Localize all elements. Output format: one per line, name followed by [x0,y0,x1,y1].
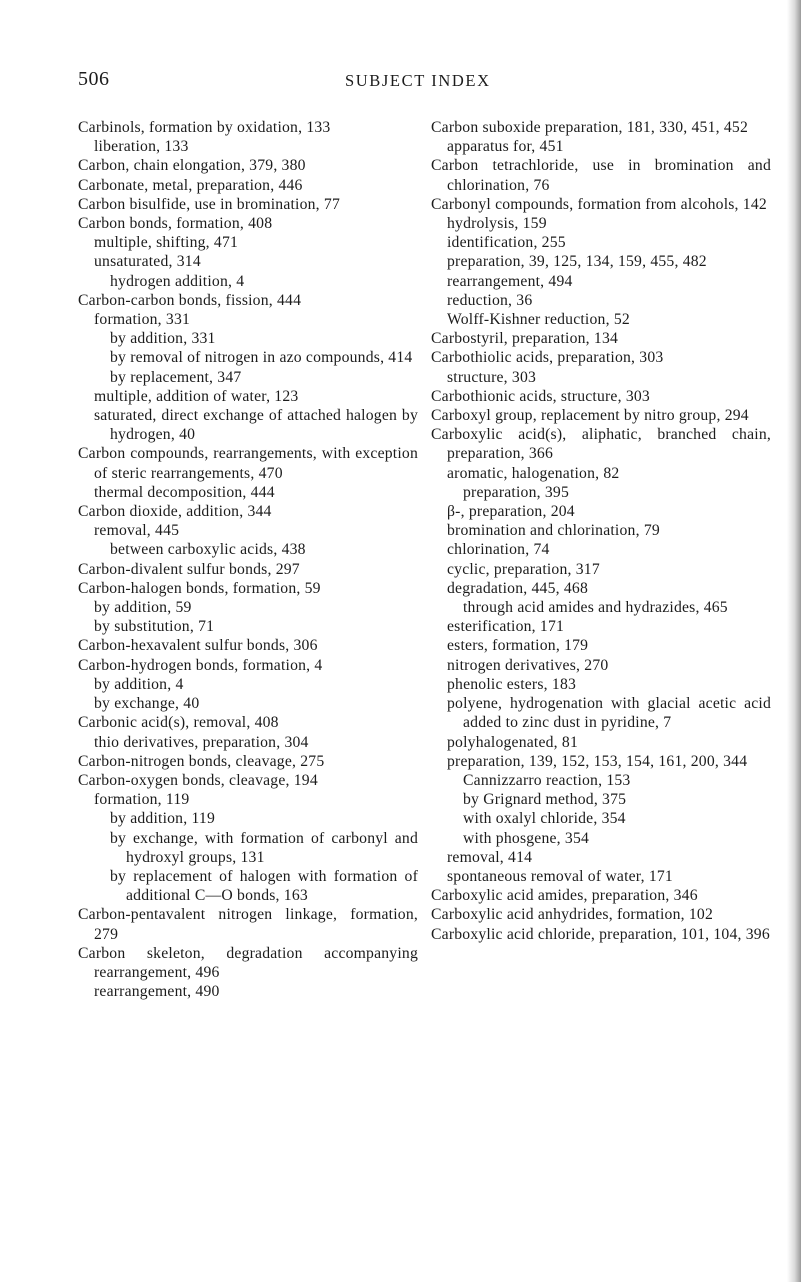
index-entry: Carbon bonds, formation, 408 [78,215,273,233]
index-subentry: apparatus for, 451 [447,138,564,156]
index-entry: Carbonyl compounds, formation from alcohols, 142 [431,195,767,213]
index-entry: Carbon-hydrogen bonds, formation, 4 [78,656,323,674]
index-subentry: multiple, shifting, 471 [94,234,239,252]
index-entry: Carbon-hexavalent sulfur bonds, 306 [78,637,318,655]
index-entry: Carbon skeleton, degradation accompanying rearrangement, 496 [78,944,418,981]
index-subentry: esterification, 171 [447,618,565,636]
index-subentry: aromatic, halogenation, 82 [447,464,620,482]
page-header [78,68,768,92]
index-entry: Carbon-oxygen bonds, cleavage, 194 [78,771,318,789]
index-subentry: by addition, 331 [110,330,216,348]
index-subentry: by exchange, with formation of carbonyl and hydroxyl groups, 131 [110,829,418,866]
index-subentry: liberation, 133 [94,138,189,156]
index-subentry: preparation, 39, 125, 134, 159, 455, 482 [447,253,707,271]
index-subentry: bromination and chlorination, 79 [447,522,660,540]
index-subentry: by addition, 119 [110,810,216,828]
index-entry: Carbostyril, preparation, 134 [431,330,619,348]
index-subentry: preparation, 395 [463,483,570,501]
index-column-right [431,118,771,944]
index-entry: Carboxylic acid amides, preparation, 346 [431,887,698,905]
index-subentry: unsaturated, 314 [94,253,201,271]
index-entry: Carbon-nitrogen bonds, cleavage, 275 [78,752,325,770]
index-subentry: by replacement of halogen with formation of additional C—O bonds, 163 [110,867,418,905]
index-subentry: identification, 255 [447,234,566,252]
index-subentry: with oxalyl chloride, 354 [463,810,626,828]
index-subentry: polyhalogenated, 81 [447,733,579,751]
index-subentry: removal, 414 [447,848,533,866]
index-subentry: spontaneous removal of water, 171 [447,867,673,885]
index-entry: Carbothiolic acids, preparation, 303 [431,349,664,367]
index-subentry: phenolic esters, 183 [447,675,577,693]
index-subentry: hydrogen addition, 4 [110,272,245,290]
index-entry: Carboxyl group, replacement by nitro group, 294 [431,407,749,425]
index-subentry: by Grignard method, 375 [463,791,627,809]
index-subentry: chlorination, 74 [447,541,550,559]
index-subentry: thio derivatives, preparation, 304 [94,733,309,751]
running-head: SUBJECT INDEX [345,71,491,90]
index-subentry: by substitution, 71 [94,618,215,636]
index-entry: Carbon bisulfide, use in bromination, 77 [78,195,341,213]
index-entry: Carbon-carbon bonds, fission, 444 [78,291,302,309]
index-subentry: by addition, 4 [94,675,184,693]
index-subentry: structure, 303 [447,368,537,386]
index-subentry: degradation, 445, 468 [447,579,588,597]
index-entry: Carbon tetrachloride, use in bromination and chlorination, 76 [431,157,771,194]
index-subentry: formation, 331 [94,311,191,329]
index-subentry: reduction, 36 [447,291,533,309]
index-subentry: nitrogen derivatives, 270 [447,656,609,674]
index-subentry: rearrangement, 490 [94,983,220,1001]
index-subentry: Cannizzarro reaction, 153 [463,771,631,789]
index-entry: Carbon, chain elongation, 379, 380 [78,157,306,175]
index-subentry: by exchange, 40 [94,695,200,713]
index-subentry: between carboxylic acids, 438 [110,541,306,559]
index-entry: Carbinols, formation by oxidation, 133 [78,119,331,136]
index-subentry: by replacement, 347 [110,368,242,386]
index-subentry: multiple, addition of water, 123 [94,387,299,405]
index-subentry: Wolff-Kishner reduction, 52 [447,311,630,329]
index-subentry: through acid amides and hydrazides, 465 [463,599,728,617]
index-entry: Carbon suboxide preparation, 181, 330, 451, 452 [431,119,748,136]
index-subentry: with phosgene, 354 [463,829,590,847]
index-subentry: hydrolysis, 159 [447,215,547,233]
index-entry: Carboxylic acid chloride, preparation, 101, 104, 396 [431,925,770,943]
index-subentry: polyene, hydrogenation with glacial acetic acid added to zinc dust in pyridine, 7 [447,695,771,732]
index-entry: Carbothionic acids, structure, 303 [431,387,650,405]
index-subentry: cyclic, preparation, 317 [447,560,600,578]
index-entry: Carbonic acid(s), removal, 408 [78,714,279,732]
index-entry: Carbonate, metal, preparation, 446 [78,176,303,194]
index-subentry: saturated, direct exchange of attached halogen by hydrogen, 40 [94,407,418,444]
index-entry: Carboxylic acid anhydrides, formation, 102 [431,906,713,924]
index-entry: Carbon-halogen bonds, formation, 59 [78,579,321,597]
index-entry: Carboxylic acid(s), aliphatic, branched chain, preparation, 366 [431,426,771,463]
index-column-left [78,118,418,1001]
index-entry: Carbon dioxide, addition, 344 [78,503,272,521]
index-entry: Carbon-divalent sulfur bonds, 297 [78,560,300,578]
index-entry: Carbon-pentavalent nitrogen linkage, formation, 279 [78,906,418,943]
index-subentry: rearrangement, 494 [447,272,573,290]
index-subentry: β-, preparation, 204 [447,503,575,521]
index-subentry: removal, 445 [94,522,180,540]
index-subentry: by addition, 59 [94,599,192,617]
index-subentry: formation, 119 [94,791,190,809]
page-edge-shadow [787,0,801,1282]
index-subentry: by removal of nitrogen in azo compounds, 414 [110,349,413,367]
index-subentry: preparation, 139, 152, 153, 154, 161, 200, 344 [447,752,748,770]
page-number: 506 [78,68,110,90]
index-entry: Carbon compounds, rearrangements, with exception of steric rearrangements, 470 [78,445,418,482]
index-subentry: thermal decomposition, 444 [94,483,275,501]
index-subentry: esters, formation, 179 [447,637,589,655]
